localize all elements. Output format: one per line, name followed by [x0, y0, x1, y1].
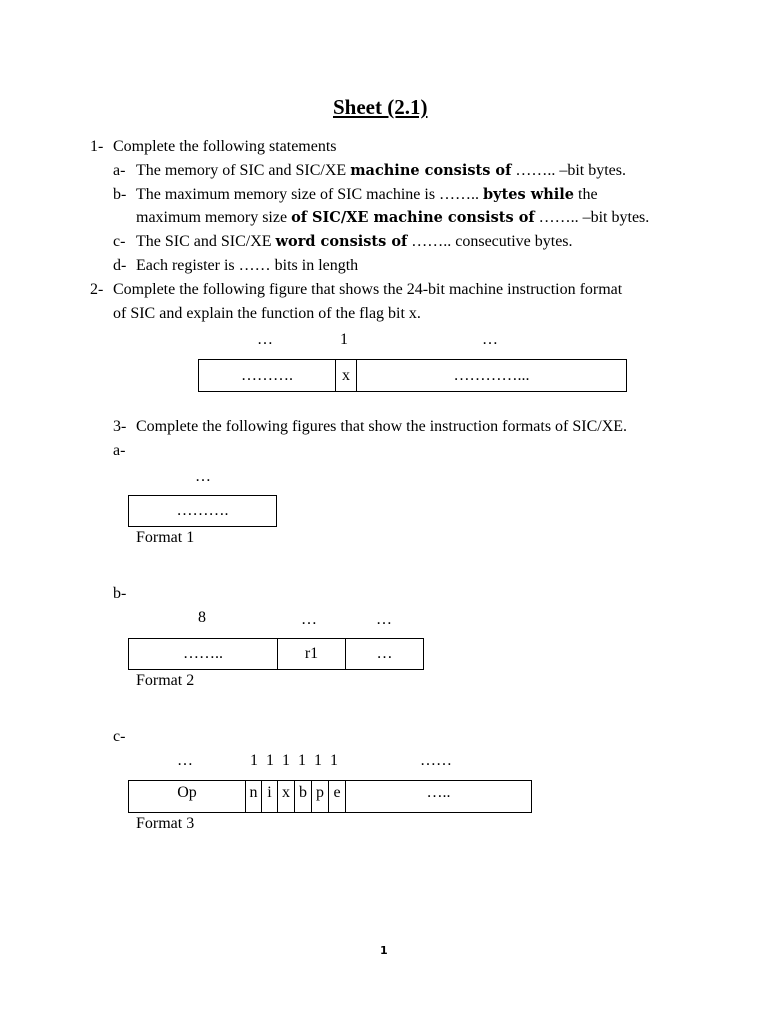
q3-text: Complete the following figures that show the instruction formats of SIC/XE. — [136, 418, 628, 435]
q1a-label: a- — [113, 162, 126, 179]
format3-p-cell: p — [311, 781, 328, 812]
format2-bit-label-r1: … — [301, 611, 317, 628]
q1b-line2-bold: of SIC/XE machine consists of — [291, 209, 535, 226]
q2-text-line1: Complete the following figure that shows the 24-bit machine instruction format — [113, 281, 623, 298]
q3a-label: a- — [113, 442, 126, 459]
sic-address-cell: …………... — [356, 360, 626, 391]
format3-n-cell: n — [245, 781, 261, 812]
q1a-text — [136, 163, 626, 179]
q1b-part2: the — [574, 186, 598, 203]
q1b-line2-part2: …….. –bit bytes. — [534, 209, 650, 226]
q1b-text-line1 — [136, 187, 598, 203]
format3-i-cell: i — [261, 781, 277, 812]
q2-bit-label-x: 1 — [340, 331, 348, 348]
format1-opcode-cell: ………. — [176, 502, 229, 519]
q1c-part1: The SIC and SIC/XE — [136, 233, 276, 250]
q1c-bold: word consists of — [275, 233, 408, 250]
q1b-bold: bytes while — [483, 186, 575, 203]
q1b-line2-part1: maximum memory size — [136, 209, 292, 226]
page-title: Sheet (2.1) — [333, 95, 428, 119]
format3-bit-label-flags: 1 1 1 1 1 1 — [250, 752, 338, 769]
q1b-part1: The maximum memory size of SIC machine is …….. — [136, 186, 484, 203]
q2-bit-label-address: … — [482, 331, 498, 348]
q1a-part2: …….. –bit bytes. — [511, 162, 627, 179]
q1a-part1: The memory of SIC and SIC/XE — [136, 162, 351, 179]
format1-box — [128, 495, 277, 527]
format2-caption: Format 2 — [136, 672, 195, 689]
format2-bit-label-opcode: 8 — [198, 609, 206, 626]
format2-r2-cell: … — [345, 639, 423, 669]
q1c-label: c- — [113, 233, 126, 250]
format2-box — [128, 638, 424, 670]
format1-bit-label: … — [195, 468, 211, 485]
format3-x-cell: x — [277, 781, 294, 812]
format2-bit-label-r2: … — [376, 611, 392, 628]
q1d-text: Each register is …… bits in length — [136, 257, 359, 274]
q1-number: 1- — [90, 138, 104, 155]
q1c-text — [136, 234, 573, 250]
q2-bit-label-opcode: … — [257, 331, 273, 348]
q1c-part2: …….. consecutive bytes. — [407, 233, 573, 250]
q2-number: 2- — [90, 281, 104, 298]
q3b-label: b- — [113, 585, 127, 602]
format3-b-cell: b — [294, 781, 311, 812]
q1b-label: b- — [113, 186, 127, 203]
format3-op-cell: Op — [177, 784, 197, 801]
sic-format-box — [198, 359, 627, 392]
format2-r1-cell: r1 — [277, 639, 345, 669]
format1-caption: Format 1 — [136, 529, 195, 546]
format3-box — [128, 780, 532, 813]
format3-bit-label-opcode: … — [177, 752, 193, 769]
q1a-bold: machine consists of — [350, 162, 512, 179]
format2-opcode-cell: …….. — [183, 645, 223, 662]
q1-text: Complete the following statements — [113, 138, 337, 155]
q3-number: 3- — [113, 418, 127, 435]
format3-disp-cell: ….. — [345, 781, 531, 812]
sic-opcode-cell: ………. — [241, 366, 293, 384]
format3-caption: Format 3 — [136, 815, 195, 832]
q2-text-line2: of SIC and explain the function of the flag bit x. — [113, 305, 421, 322]
sic-x-cell: x — [335, 360, 356, 391]
page-number: 1 — [380, 944, 388, 957]
q3c-label: c- — [113, 728, 126, 745]
format3-bit-label-disp: …… — [420, 752, 452, 769]
format3-e-cell: e — [328, 781, 345, 812]
q1b-text-line2 — [136, 210, 649, 226]
q1d-label: d- — [113, 257, 127, 274]
